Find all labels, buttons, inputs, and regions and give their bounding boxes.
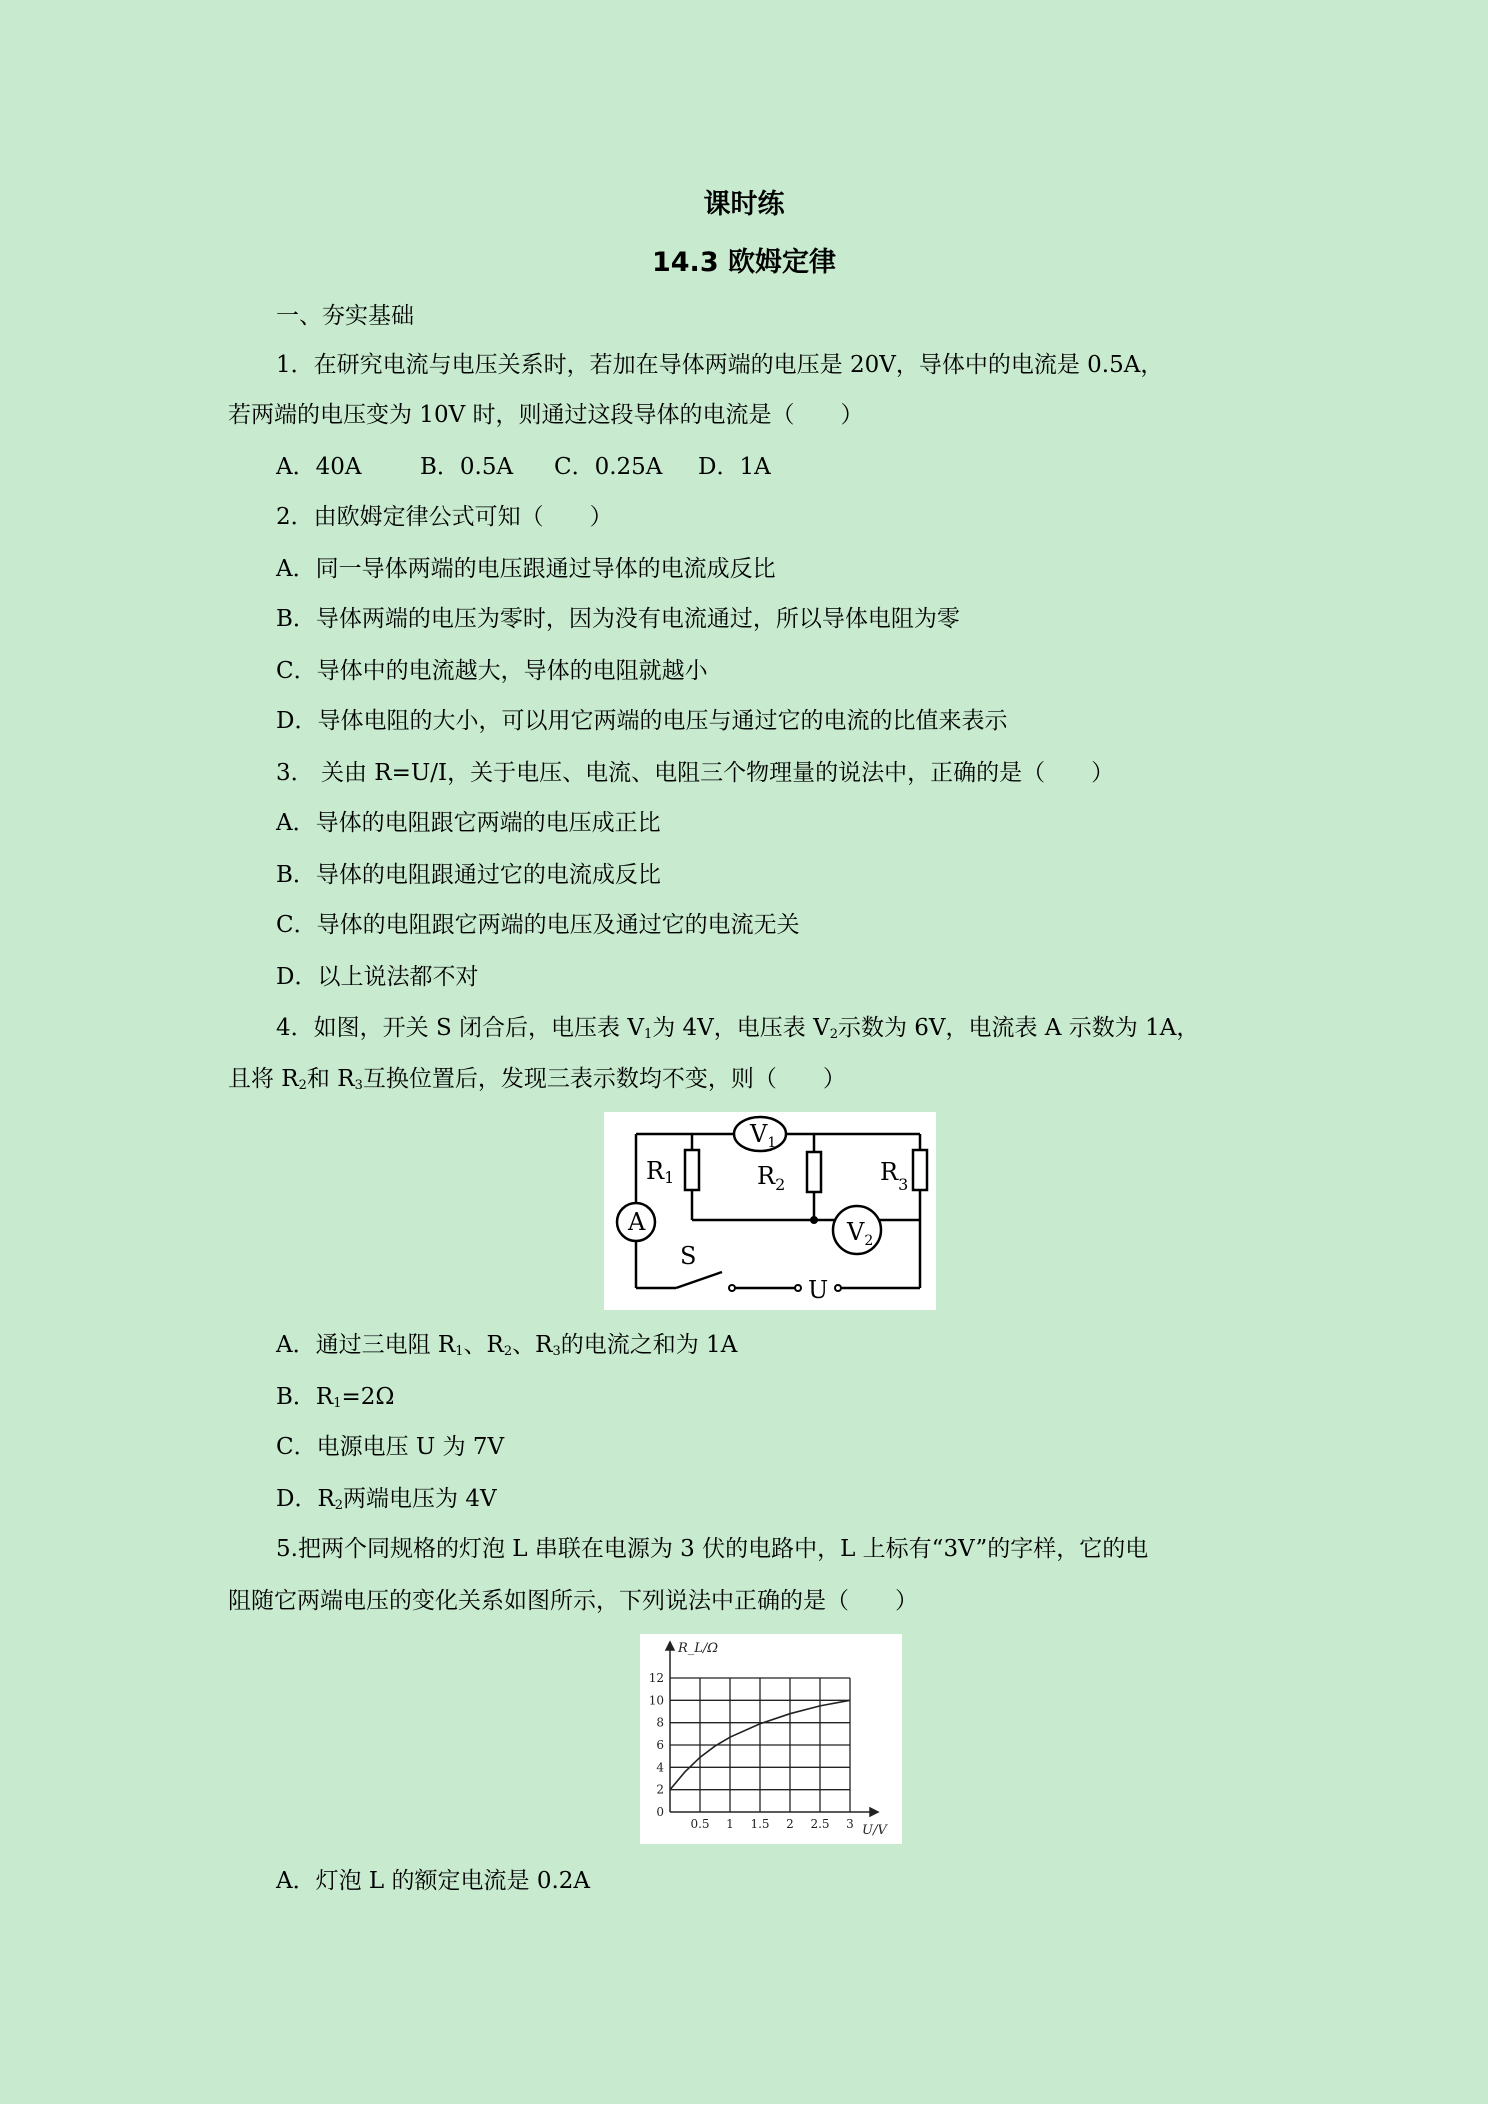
x-tick-label: 2.5 (810, 1817, 830, 1831)
q3-option-b: B．导体的电阻跟通过它的电流成反比 (276, 862, 661, 888)
q1-option-c: C．0.25A (554, 454, 663, 480)
q3-option-a: A．导体的电阻跟它两端的电压成正比 (276, 810, 661, 836)
q5-line1: 5.把两个同规格的灯泡 L 串联在电源为 3 伏的电路中，L 上标有“3V”的字样，它的电 (276, 1536, 1149, 1562)
y-axis-label: R_L/Ω (678, 1641, 719, 1656)
q4-option-a: A．通过三电阻 $R_1$、$R_2$、$R_3$的电流之和为 1A (276, 1332, 738, 1359)
x-axis-arrow (870, 1808, 878, 1816)
origin-label: 0 (656, 1805, 664, 1819)
ammeter-label: A (628, 1208, 646, 1236)
q4-option-d: D．$R_2$两端电压为 4V (276, 1486, 497, 1513)
x-tick-label: 1 (726, 1817, 734, 1831)
chart-svg (640, 1634, 902, 1844)
section-title: 14.3 欧姆定律 (651, 247, 837, 278)
x-axis-label: U/V (862, 1823, 887, 1838)
switch-label: S (680, 1242, 697, 1270)
q2-option-a: A．同一导体两端的电压跟通过导体的电流成反比 (276, 556, 776, 582)
junction-dot (810, 1216, 818, 1224)
q2-option-b: B．导体两端的电压为零时，因为没有电流通过，所以导体电阻为零 (276, 606, 960, 632)
q2-option-c: C．导体中的电流越大，导体的电阻就越小 (276, 658, 708, 684)
section-heading: 一、夯实基础 (276, 303, 414, 329)
q1-line2: 若两端的电压变为 10V 时，则通过这段导体的电流是（ ） (228, 402, 864, 428)
q2-option-d: D．导体电阻的大小，可以用它两端的电压与通过它的电流的比值来表示 (276, 708, 1008, 734)
v1-label: $V_1$ (750, 1120, 777, 1151)
q4-line2: 且将 $R_2$和 $R_3$互换位置后，发现三表示数均不变，则（ ） (228, 1066, 846, 1093)
y-tick-label: 4 (656, 1760, 664, 1775)
y-tick-label: 2 (656, 1782, 664, 1797)
resistor-r2 (807, 1152, 821, 1192)
q4-option-b: B．$R_1=2\Omega$ (276, 1384, 395, 1411)
y-tick-label: 10 (648, 1693, 664, 1708)
y-tick-label: 12 (648, 1671, 664, 1685)
q3-stem: 3． 关由 R=U/I，关于电压、电流、电阻三个物理量的说法中，正确的是（ ） (276, 760, 1115, 786)
q4-line1: 4．如图，开关 S 闭合后，电压表 $V_1$为 4V，电压表 $V_2$示数为 6V，电流表 A 示数为 1A， (276, 1015, 1200, 1042)
y-tick-label: 6 (656, 1738, 664, 1752)
source-label: U (808, 1276, 829, 1304)
x-tick-label: 1.5 (750, 1817, 770, 1831)
y-tick-label: 8 (656, 1715, 664, 1730)
r3-label: $R_3$ (880, 1158, 909, 1194)
q1-option-a: A．40A (276, 454, 362, 480)
page-title: 课时练 (703, 189, 785, 220)
q3-option-d: D．以上说法都不对 (276, 964, 479, 990)
q5-option-a: A．灯泡 L 的额定电流是 0.2A (276, 1868, 591, 1894)
circuit-svg (604, 1112, 936, 1310)
q1-line1: 1．在研究电流与电压关系时，若加在导体两端的电压是 20V，导体中的电流是 0.5A， (276, 352, 1164, 378)
q3-option-c: C．导体的电阻跟它两端的电压及通过它的电流无关 (276, 912, 800, 938)
switch-s (676, 1272, 722, 1288)
q1-option-b: B．0.5A (420, 454, 514, 480)
q4-option-c: C．电源电压 U 为 7V (276, 1434, 505, 1460)
y-axis-arrow (666, 1642, 674, 1650)
resistance-voltage-chart (640, 1634, 902, 1844)
r1-label: R1 (646, 1157, 675, 1187)
resistor-r3 (913, 1150, 927, 1190)
q5-line2: 阻随它两端电压的变化关系如图所示，下列说法中正确的是（ ） (228, 1588, 918, 1614)
v2-label: $V_2$ (847, 1218, 874, 1249)
q2-stem: 2．由欧姆定律公式可知（ ） (276, 504, 613, 530)
circuit-diagram (604, 1112, 936, 1310)
resistor-r1 (685, 1150, 699, 1190)
x-tick-label: 0.5 (690, 1817, 710, 1831)
x-tick-label: 3 (846, 1817, 854, 1831)
x-tick-label: 2 (786, 1817, 794, 1831)
q1-option-d: D．1A (698, 454, 771, 480)
r2-label: $R_2$ (757, 1162, 786, 1194)
